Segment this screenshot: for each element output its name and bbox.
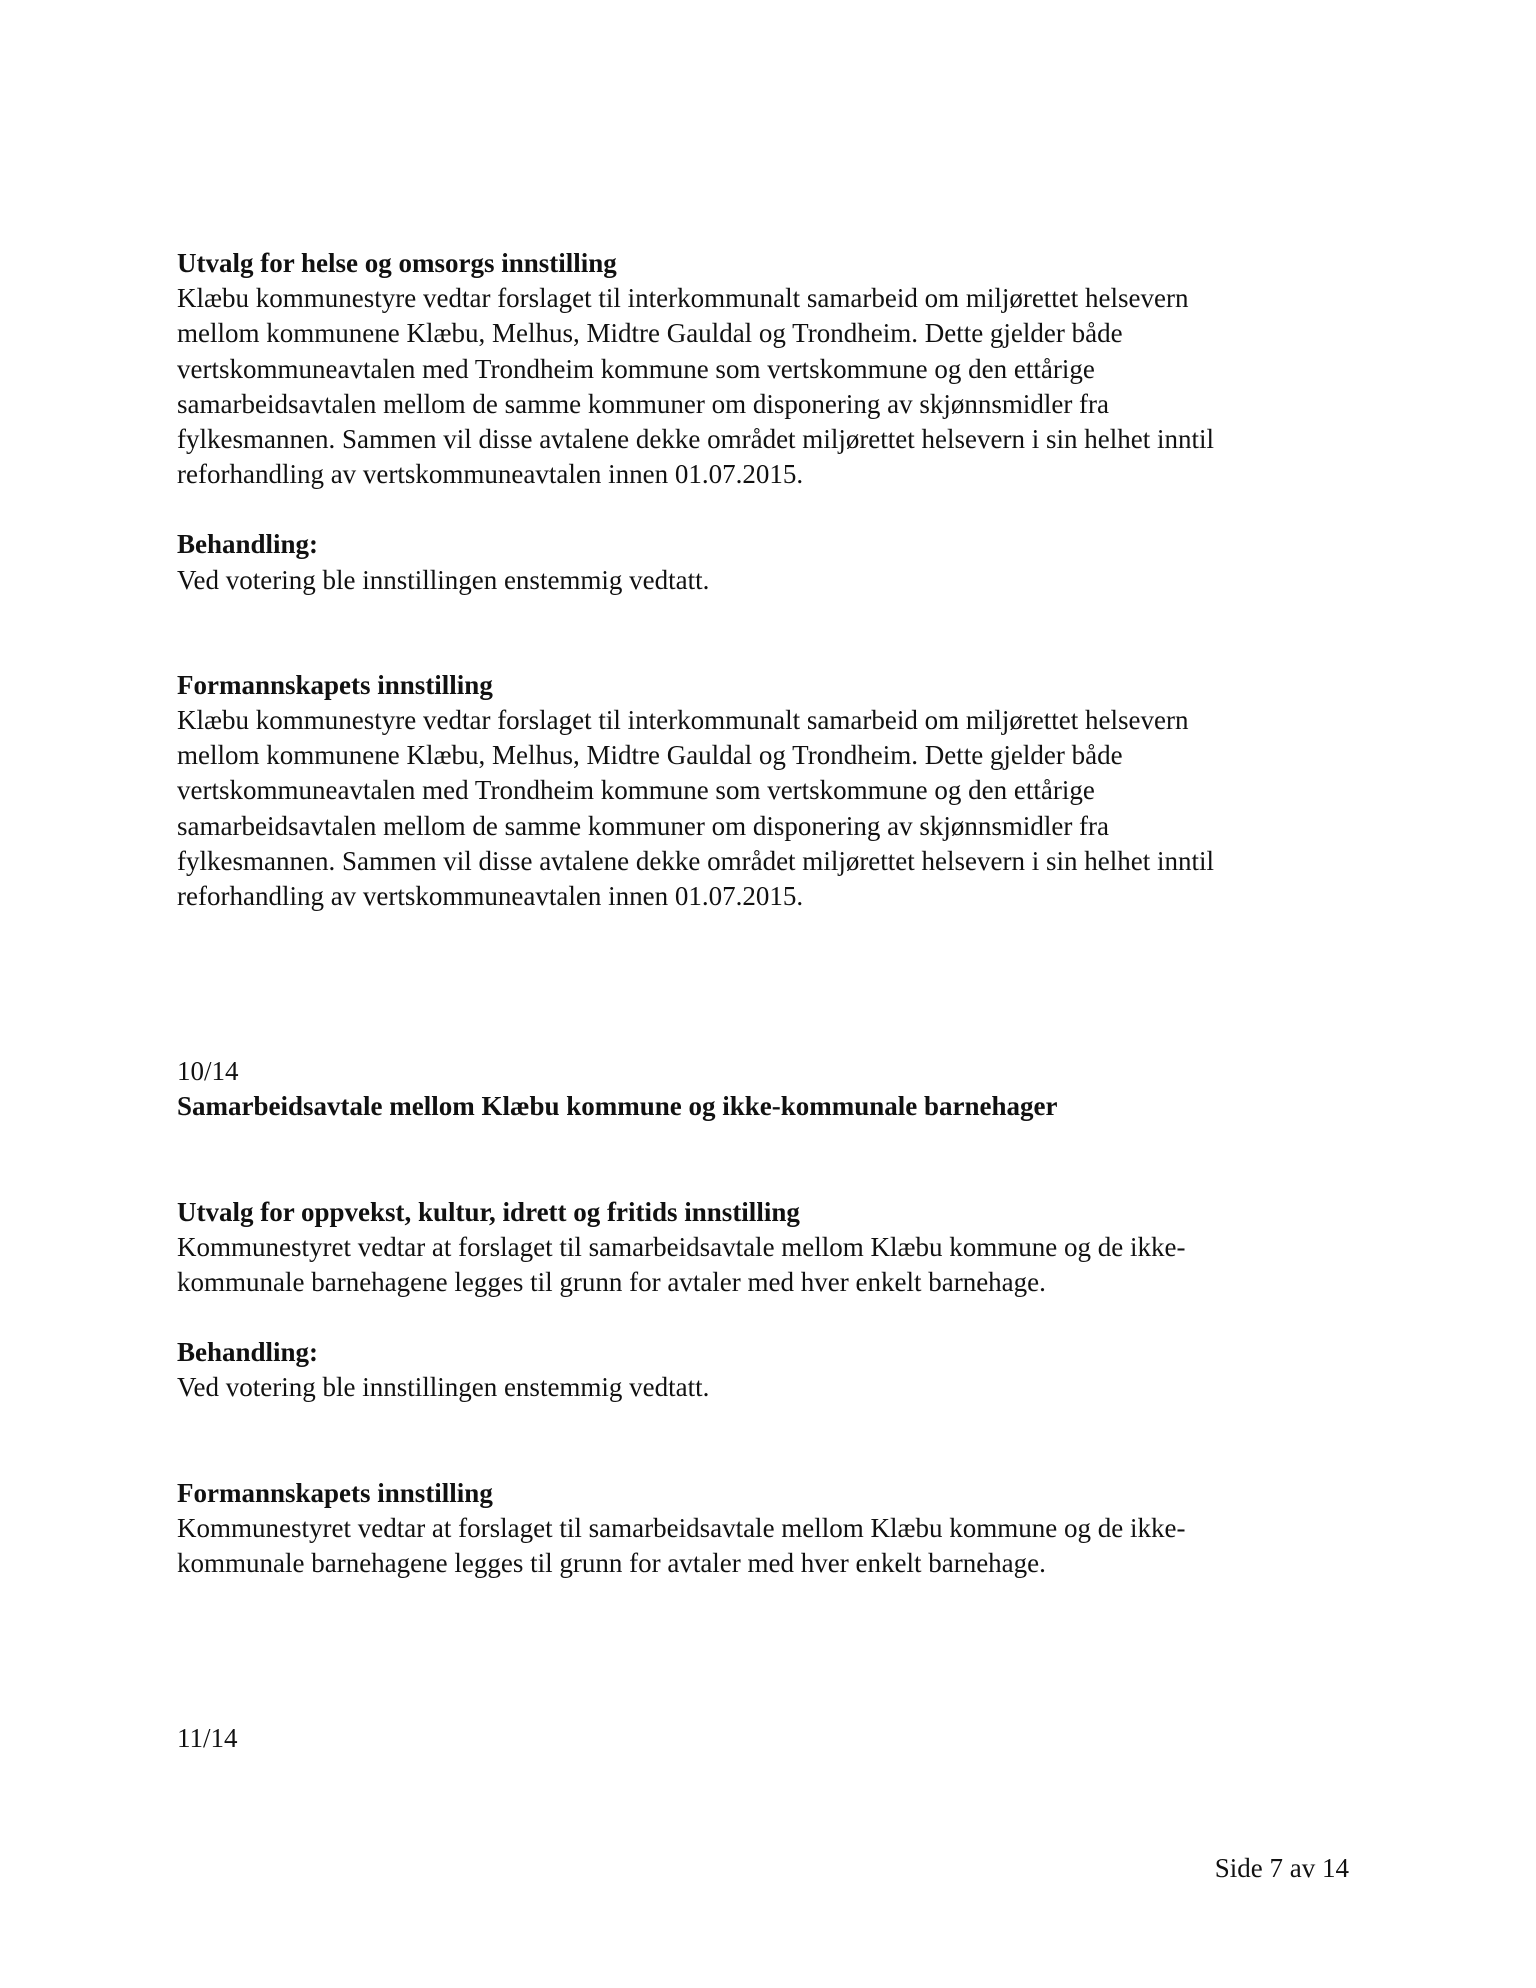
section-text: Ved votering ble innstillingen enstemmig vedtatt. [177, 564, 710, 595]
section-heading: Formannskapets innstilling [177, 1477, 493, 1508]
spacer [177, 1125, 1357, 1195]
case-number: 10/14 [177, 1056, 239, 1087]
case-title: Samarbeidsavtale mellom Klæbu kommune og ikke-kommunale barnehager [177, 1091, 1058, 1122]
document-body [177, 246, 1357, 1756]
section-text: Klæbu kommunestyre vedtar forslaget til interkommunalt samarbeid om miljørettet helsevern mellom kommunene Klæbu, Melhus, Midtre Gauldal og Trondheim. Dette gjelder både vertskommuneavtalen med Trondheim kommune som vertskommune og den ettårige samarbeidsavtalen mellom de samme kommuner om disponering av skjønnsmidler fra fylkesmannen. Sammen vil disse avtalene dekke området miljørettet helsevern i sin helhet inntil reforhandling av vertskommuneavtalen innen 01.07.2015. [177, 705, 1214, 912]
section-heading: Formannskapets innstilling [177, 669, 493, 700]
spacer [177, 492, 1357, 527]
section-heading: Behandling: [177, 1337, 319, 1368]
section-text: Kommunestyret vedtar at forslaget til samarbeidsavtale mellom Klæbu kommune og de ikke- kommunale barnehagene legges til grunn for avtaler med hver enkelt barnehage. [177, 1231, 1186, 1298]
spacer [177, 914, 1357, 1054]
section-heading: Behandling: [177, 529, 319, 560]
case-number: 11/14 [177, 1723, 238, 1754]
section-text: Klæbu kommunestyre vedtar forslaget til interkommunalt samarbeid om miljørettet helsevern mellom kommunene Klæbu, Melhus, Midtre Gauldal og Trondheim. Dette gjelder både vertskommuneavtalen med Trondheim kommune som vertskommune og den ettårige samarbeidsavtalen mellom de samme kommuner om disponering av skjønnsmidler fra fylkesmannen. Sammen vil disse avtalene dekke området miljørettet helsevern i sin helhet inntil reforhandling av vertskommuneavtalen innen 01.07.2015. [177, 283, 1214, 490]
page-number: Side 7 av 14 [1214, 1853, 1349, 1883]
spacer [177, 1300, 1357, 1335]
spacer [177, 1406, 1357, 1476]
section-heading: Utvalg for oppvekst, kultur, idrett og fritids innstilling [177, 1196, 800, 1227]
section-text: Ved votering ble innstillingen enstemmig vedtatt. [177, 1372, 710, 1403]
spacer [177, 1581, 1357, 1721]
section-heading: Utvalg for helse og omsorgs innstilling [177, 248, 617, 278]
spacer [177, 598, 1357, 668]
section-text: Kommunestyret vedtar at forslaget til samarbeidsavtale mellom Klæbu kommune og de ikke- kommunale barnehagene legges til grunn for avtaler med hver enkelt barnehage. [177, 1512, 1186, 1579]
